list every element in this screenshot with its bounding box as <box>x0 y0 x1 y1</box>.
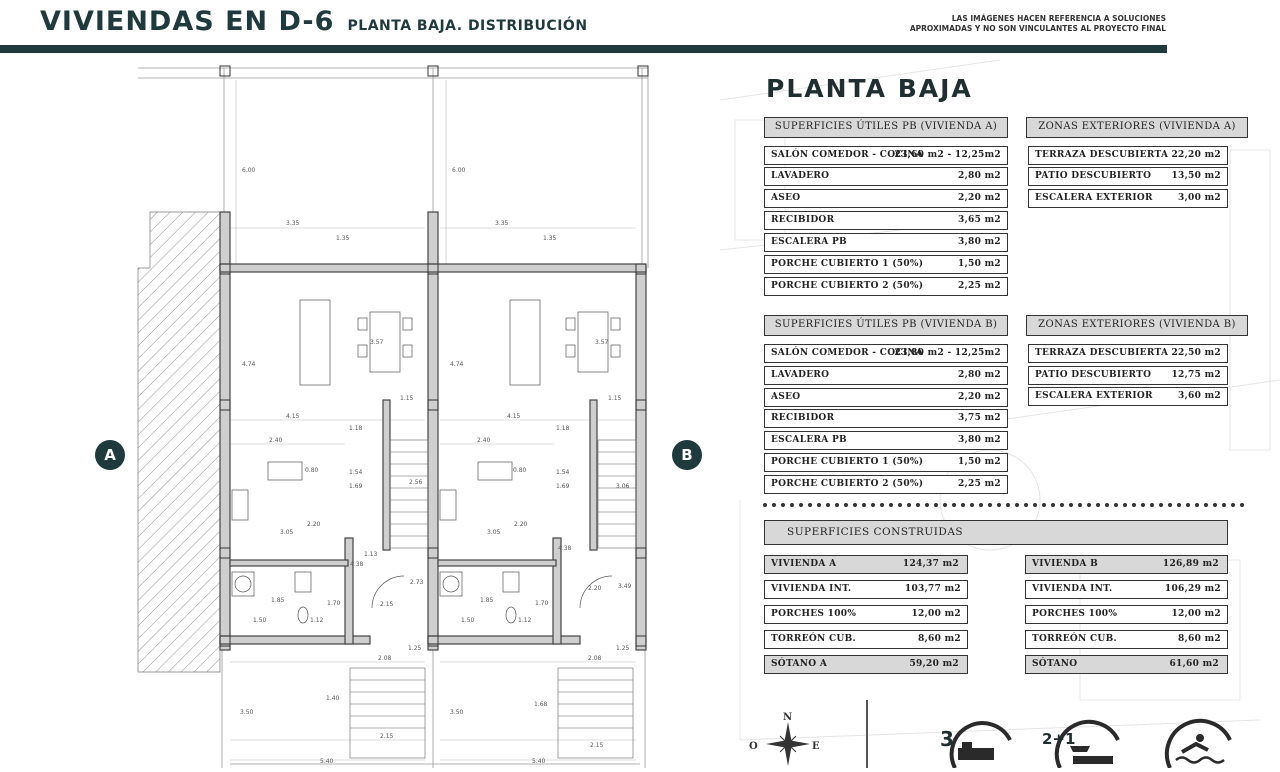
dim-600-b: 6.00 <box>452 167 466 174</box>
table-b-row <box>764 366 1008 385</box>
dim-540-b: 5.40 <box>532 758 546 765</box>
table-b-row <box>764 453 1008 472</box>
section-title: PLANTA BAJA <box>766 74 973 103</box>
row-value: 3,80 m2 <box>958 435 1001 445</box>
row-label: ASEO <box>771 193 801 203</box>
row-label: LAVADERO <box>771 171 830 181</box>
row-value: 22,50 m2 <box>1171 348 1221 358</box>
built-right-row <box>1025 605 1228 624</box>
dim-438: 4.38 <box>350 561 364 568</box>
row-label: ESCALERA EXTERIOR <box>1035 193 1153 203</box>
neighbour-hatch <box>138 212 224 672</box>
row-value: 8,60 m2 <box>918 634 961 644</box>
compass-n: N <box>783 712 793 723</box>
dim-335-b: 3.35 <box>495 220 509 227</box>
compass-icon <box>745 708 830 768</box>
row-label: VIVIENDA INT. <box>771 584 852 594</box>
row-value: 23,80 m2 - 12,25m2 <box>894 348 1001 358</box>
row-label: RECIBIDOR <box>771 413 835 423</box>
table-a-row <box>764 189 1008 208</box>
table-b-row <box>764 388 1008 407</box>
row-label: PORCHE CUBIERTO 2 (50%) <box>771 281 924 291</box>
dim-415: 4.15 <box>286 413 300 420</box>
dim-474-b: 4.74 <box>450 361 464 368</box>
dim-215-b: 2.15 <box>380 733 394 740</box>
row-label: SALÓN COMEDOR - COCINA <box>771 348 924 358</box>
marker-b: B <box>672 440 702 470</box>
built-right-row <box>1025 630 1228 649</box>
row-value: 2,25 m2 <box>958 281 1001 291</box>
dim-220-c: 2.20 <box>588 585 602 592</box>
ext-a-row <box>1028 167 1228 186</box>
dim-113: 1.13 <box>364 551 378 558</box>
divider-line <box>866 700 868 768</box>
row-label: PORCHE CUBIERTO 2 (50%) <box>771 479 924 489</box>
ext-b-header: ZONAS EXTERIORES (VIVIENDA B) <box>1026 315 1248 336</box>
dim-125: 1.25 <box>408 645 422 652</box>
row-value: 1,50 m2 <box>958 259 1001 269</box>
row-label: TERRAZA DESCUBIERTA <box>1035 348 1169 358</box>
row-value: 124,37 m2 <box>902 559 959 569</box>
row-label: ESCALERA PB <box>771 237 847 247</box>
table-a-header: SUPERFICIES ÚTILES PB (VIVIENDA A) <box>764 117 1008 138</box>
dim-240-b: 2.40 <box>477 437 491 444</box>
built-right-row <box>1025 580 1228 599</box>
dim-438-b: 4.38 <box>558 545 572 552</box>
walls <box>220 212 646 650</box>
row-value: 13,50 m2 <box>1171 171 1221 181</box>
ext-b-row <box>1028 366 1228 385</box>
dim-600: 6.00 <box>242 167 256 174</box>
disclaimer-line-1: LAS IMÁGENES HACEN REFERENCIA A SOLUCIONES <box>951 14 1166 23</box>
ext-a-header: ZONAS EXTERIORES (VIVIENDA A) <box>1026 117 1248 138</box>
row-value: 106,29 m2 <box>1164 584 1221 594</box>
row-label: ESCALERA PB <box>771 435 847 445</box>
floor-plan <box>0 55 720 768</box>
row-value: 3,80 m2 <box>958 237 1001 247</box>
row-value: 22,20 m2 <box>1171 150 1221 160</box>
dim-415-b: 4.15 <box>507 413 521 420</box>
pool-icon <box>1160 712 1235 768</box>
built-left-row <box>764 555 968 574</box>
row-label: PORCHE CUBIERTO 1 (50%) <box>771 457 924 467</box>
dim-208-b: 2.08 <box>588 655 602 662</box>
row-label: ASEO <box>771 392 801 402</box>
row-label: PORCHES 100% <box>1032 609 1118 619</box>
row-label: SÓTANO <box>1032 659 1078 669</box>
row-value: 2,80 m2 <box>958 171 1001 181</box>
compass-o: O <box>749 741 758 752</box>
row-value: 12,00 m2 <box>911 609 961 619</box>
built-header: SUPERFICIES CONSTRUIDAS <box>764 520 1228 545</box>
row-label: TORREÓN CUB. <box>1032 634 1117 644</box>
dim-170: 1.70 <box>327 600 341 607</box>
bath-count: 2+1 <box>1042 730 1076 748</box>
row-value: 3,60 m2 <box>1178 391 1221 401</box>
marker-a: A <box>95 440 125 470</box>
table-b-row <box>764 475 1008 494</box>
dim-350-b: 3.50 <box>450 709 464 716</box>
row-value: 2,25 m2 <box>958 479 1001 489</box>
row-value: 3,65 m2 <box>958 215 1001 225</box>
row-value: 1,50 m2 <box>958 457 1001 467</box>
row-value: 126,89 m2 <box>1162 559 1219 569</box>
dim-170-b: 1.70 <box>535 600 549 607</box>
ext-a-row <box>1028 146 1228 165</box>
dotted-separator <box>763 502 1251 508</box>
dim-135: 1.35 <box>336 235 350 242</box>
dim-474: 4.74 <box>242 361 256 368</box>
dim-112-b: 1.12 <box>518 617 532 624</box>
dim-273: 2.73 <box>410 579 424 586</box>
table-a-row <box>764 146 1008 165</box>
built-left-row <box>764 655 968 674</box>
row-label: PATIO DESCUBIERTO <box>1035 171 1152 181</box>
row-value: 59,20 m2 <box>909 659 959 669</box>
row-value: 3,75 m2 <box>958 413 1001 423</box>
row-value: 12,00 m2 <box>1171 609 1221 619</box>
row-label: TERRAZA DESCUBIERTA <box>1035 150 1169 160</box>
built-right-row <box>1025 555 1228 574</box>
row-value: 2,80 m2 <box>958 370 1001 380</box>
built-right-row <box>1025 655 1228 674</box>
dim-080-b: 0.80 <box>513 467 527 474</box>
dim-306: 3.06 <box>616 483 630 490</box>
furniture <box>232 300 620 623</box>
row-value: 2,20 m2 <box>958 193 1001 203</box>
row-value: 61,60 m2 <box>1169 659 1219 669</box>
shower-icon <box>1040 712 1125 768</box>
title-main: VIVIENDAS EN D-6 <box>40 6 335 37</box>
row-value: 3,00 m2 <box>1178 193 1221 203</box>
dim-208: 2.08 <box>378 655 392 662</box>
row-label: LAVADERO <box>771 370 830 380</box>
dim-154: 1.54 <box>349 469 363 476</box>
row-label: PATIO DESCUBIERTO <box>1035 370 1152 380</box>
dim-215-c: 2.15 <box>590 742 604 749</box>
dim-080: 0.80 <box>305 467 319 474</box>
dim-357-b: 3.57 <box>595 339 609 346</box>
dim-350: 3.50 <box>240 709 254 716</box>
row-label: SÓTANO A <box>771 659 828 669</box>
row-label: TORREÓN CUB. <box>771 634 856 644</box>
dim-169-b: 1.69 <box>556 483 570 490</box>
row-value: 23,60 m2 - 12,25m2 <box>894 150 1001 160</box>
built-left-row <box>764 580 968 599</box>
bed-icon <box>935 712 1015 768</box>
dim-118: 1.18 <box>349 425 363 432</box>
dim-240: 2.40 <box>269 437 283 444</box>
dim-118-b: 1.18 <box>556 425 570 432</box>
row-label: PORCHES 100% <box>771 609 857 619</box>
dim-169: 1.69 <box>349 483 363 490</box>
dim-115-b: 1.15 <box>608 395 622 402</box>
bed-count: 3 <box>940 727 954 751</box>
header-bar <box>0 45 1167 53</box>
dim-150-b: 1.50 <box>461 617 475 624</box>
ext-b-row <box>1028 344 1228 363</box>
row-label: ESCALERA EXTERIOR <box>1035 391 1153 401</box>
page-title <box>40 6 588 37</box>
table-b-row <box>764 409 1008 428</box>
dim-140: 1.40 <box>326 695 340 702</box>
dim-305: 3.05 <box>280 529 294 536</box>
table-a-row <box>764 211 1008 230</box>
ext-b-row <box>1028 387 1228 406</box>
row-value: 103,77 m2 <box>904 584 961 594</box>
dim-220: 2.20 <box>307 521 321 528</box>
dim-220-b: 2.20 <box>514 521 528 528</box>
row-label: VIVIENDA A <box>771 559 837 569</box>
dim-305-b: 3.05 <box>487 529 501 536</box>
title-sub: PLANTA BAJA. DISTRIBUCIÓN <box>347 18 588 34</box>
dim-215: 2.15 <box>380 601 394 608</box>
table-b-header: SUPERFICIES ÚTILES PB (VIVIENDA B) <box>764 315 1008 336</box>
dim-349: 3.49 <box>618 583 632 590</box>
disclaimer-line-2: APROXIMADAS Y NO SON VINCULANTES AL PROYECTO FINAL <box>909 24 1166 33</box>
row-label: VIVIENDA INT. <box>1032 584 1113 594</box>
dim-335: 3.35 <box>286 220 300 227</box>
disclaimer-note <box>910 14 1166 34</box>
table-a-row <box>764 167 1008 186</box>
compass-e: E <box>812 741 820 752</box>
dim-135-b: 1.35 <box>543 235 557 242</box>
row-value: 8,60 m2 <box>1178 634 1221 644</box>
row-value: 12,75 m2 <box>1171 370 1221 380</box>
dim-112: 1.12 <box>310 617 324 624</box>
dim-115: 1.15 <box>400 395 414 402</box>
built-left-row <box>764 630 968 649</box>
dim-357: 3.57 <box>370 339 384 346</box>
table-a-row <box>764 277 1008 296</box>
dim-150: 1.50 <box>253 617 267 624</box>
dim-154-b: 1.54 <box>556 469 570 476</box>
dim-185-b: 1.85 <box>480 597 494 604</box>
dim-256: 2.56 <box>409 479 423 486</box>
row-label: PORCHE CUBIERTO 1 (50%) <box>771 259 924 269</box>
dim-540: 5.40 <box>320 758 334 765</box>
dim-125-b: 1.25 <box>616 645 630 652</box>
built-left-row <box>764 605 968 624</box>
table-a-row <box>764 255 1008 274</box>
table-b-row <box>764 344 1008 363</box>
row-value: 2,20 m2 <box>958 392 1001 402</box>
row-label: RECIBIDOR <box>771 215 835 225</box>
row-label: VIVIENDA B <box>1032 559 1098 569</box>
dim-185: 1.85 <box>271 597 285 604</box>
row-label: SALÓN COMEDOR - COCINA <box>771 150 924 160</box>
ext-a-row <box>1028 189 1228 208</box>
dim-168: 1.68 <box>534 701 548 708</box>
table-b-row <box>764 431 1008 450</box>
floor-plan-drawing <box>0 55 720 768</box>
table-a-row <box>764 233 1008 252</box>
